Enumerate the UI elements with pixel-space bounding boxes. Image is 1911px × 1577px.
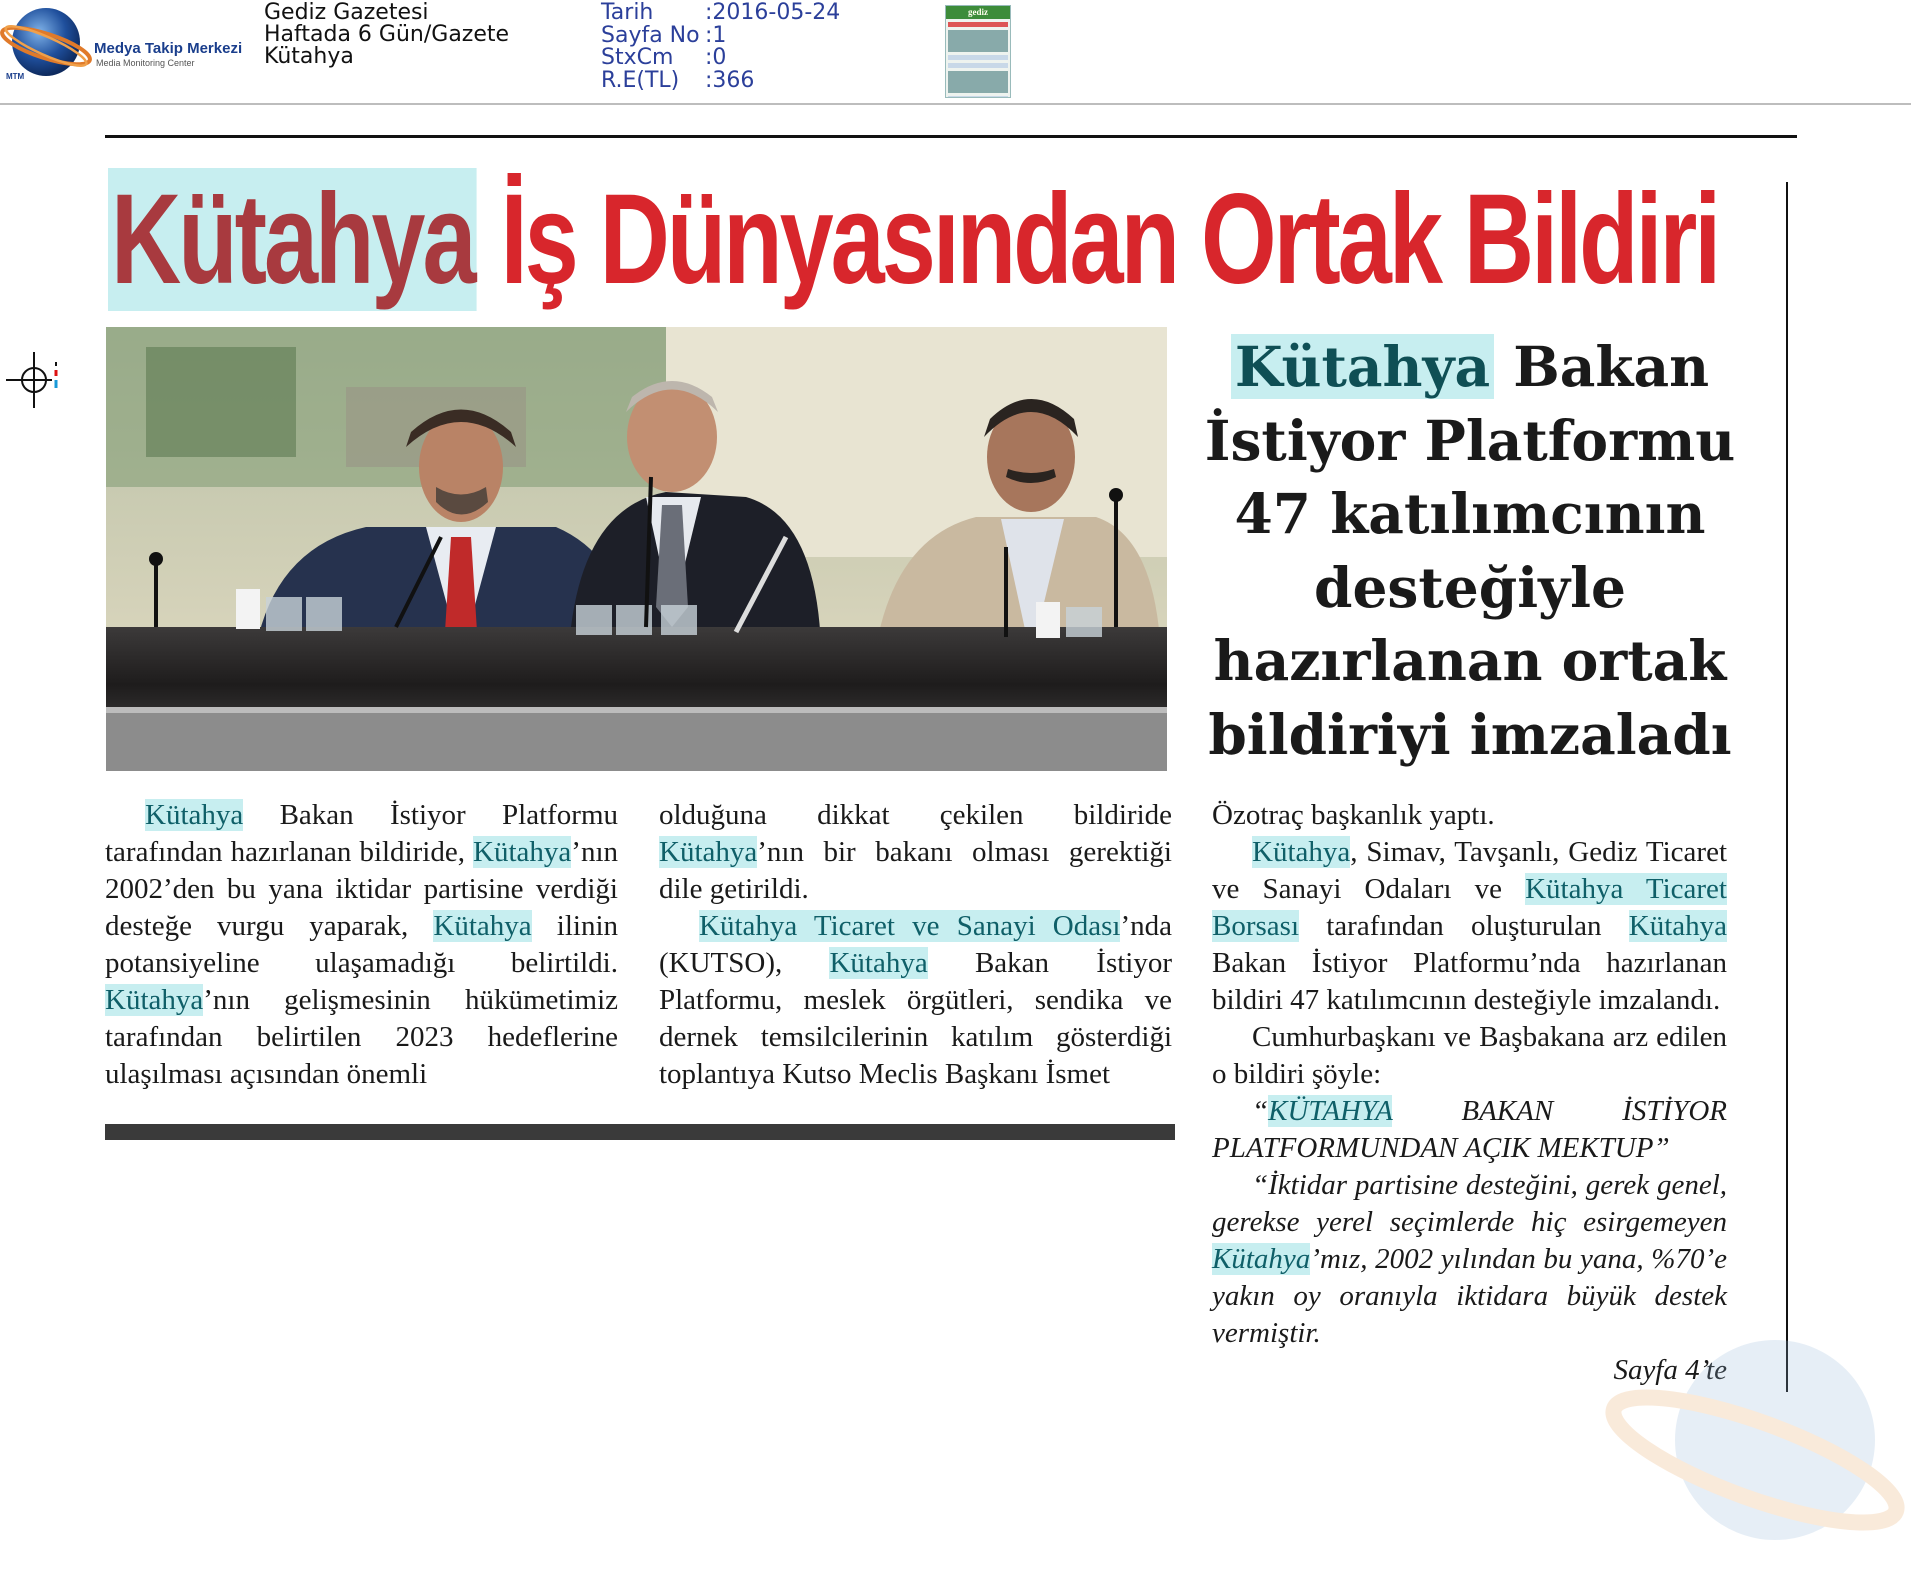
thumbnail-masthead: gediz <box>946 6 1010 19</box>
article-top-rule <box>105 135 1797 138</box>
crop-mark-icon <box>6 348 64 410</box>
publication-info <box>264 2 509 68</box>
logo-abbr: MTM <box>6 72 25 81</box>
headline-rest: İş Dünyasından Ortak Bildiri <box>500 168 1719 311</box>
article-subheadline: Kütahya Bakan İstiyor Platformu 47 katılımcının desteğiyle hazırlanan ortak bildiriyi imzaladı <box>1204 334 1736 767</box>
page-thumbnail[interactable] <box>945 5 1011 98</box>
article-column-2 <box>659 797 1172 1093</box>
meta-row-ad-value: R.E(TL) :366 <box>601 67 755 93</box>
article-photo <box>106 327 1167 771</box>
publication-name: Gediz Gazetesi <box>264 0 429 25</box>
article-column-1 <box>105 797 618 1093</box>
publication-city: Kütahya <box>264 44 354 69</box>
paragraph: Cumhurbaşkanı ve Başbakana arz edilen o bildiri şöyle: <box>1212 1021 1727 1090</box>
article-bottom-bar <box>105 1124 1175 1140</box>
paragraph: Özotraç başkanlık yaptı. <box>1212 799 1495 831</box>
article-right-rule <box>1786 182 1788 1392</box>
clipping-meta <box>601 2 840 92</box>
quote-title: “KÜTAHYA BAKAN İSTİYOR PLATFORMUNDAN AÇIK MEKTUP” <box>1212 1095 1728 1164</box>
paragraph: Kütahya Bakan İstiyor Platformu tarafından hazırlanan bildiride, Kütahya’nın 2002’den bu yana iktidar partisine verdiği desteğe vurgu yaparak, Kütahya ilinin potansiyeline ulaşamadığı belirtildi. Kütahya’nın gelişmesinin hükümetimiz tarafından belirtilen 2023 hedeflerine ulaşılması açısından önemli <box>105 799 619 1090</box>
paragraph: olduğuna dikkat çekilen bildiride Kütahya’nın bir bakanı olması gerektiği dile getirildi. <box>659 799 1172 905</box>
headline-keyword: Kütahya <box>108 168 477 311</box>
mtm-logo <box>0 4 270 84</box>
meta-row-stxcm: StxCm :0 <box>601 45 727 70</box>
continued-on-page[interactable]: Sayfa 4’te <box>1613 1354 1727 1386</box>
meta-row-date: Tarih :2016-05-24 <box>601 0 841 25</box>
publication-frequency: Haftada 6 Gün/Gazete <box>264 22 510 47</box>
logo-name: Medya Takip Merkezi <box>94 40 243 57</box>
watermark-globe-icon <box>1605 1320 1911 1577</box>
logo-subtitle: Media Monitoring Center <box>96 58 195 68</box>
paragraph: Kütahya Ticaret ve Sanayi Odası’nda (KUTSO), Kütahya Bakan İstiyor Platformu, meslek örgütleri, sendika ve dernek temsilcilerinin katılım gösterdiği toplantıya Kutso Meclis Başkanı İsmet <box>659 910 1172 1090</box>
quote-text: “İktidar partisine desteğini, gerek genel, gerekse yerel seçimlerde hiç esirgemeyen Kütahya’mız, 2002 yılından bu yana, %70’e yakın oy oranıyla iktidara büyük destek vermiştir. <box>1212 1169 1727 1349</box>
meta-row-page: Sayfa No :1 <box>601 22 727 48</box>
subhead-keyword: Kütahya <box>1231 334 1494 399</box>
clipping-header <box>0 0 1911 105</box>
article-headline <box>108 165 1718 315</box>
paragraph: Kütahya, Simav, Tavşanlı, Gediz Ticaret ve Sanayi Odaları ve Kütahya Ticaret Borsası tarafından oluşturulan Kütahya Bakan İstiyor Platformu’nda hazırlanan bildiri 47 katılımcının desteğiyle imzalandı. <box>1212 836 1728 1016</box>
article-column-3 <box>1212 797 1727 1389</box>
